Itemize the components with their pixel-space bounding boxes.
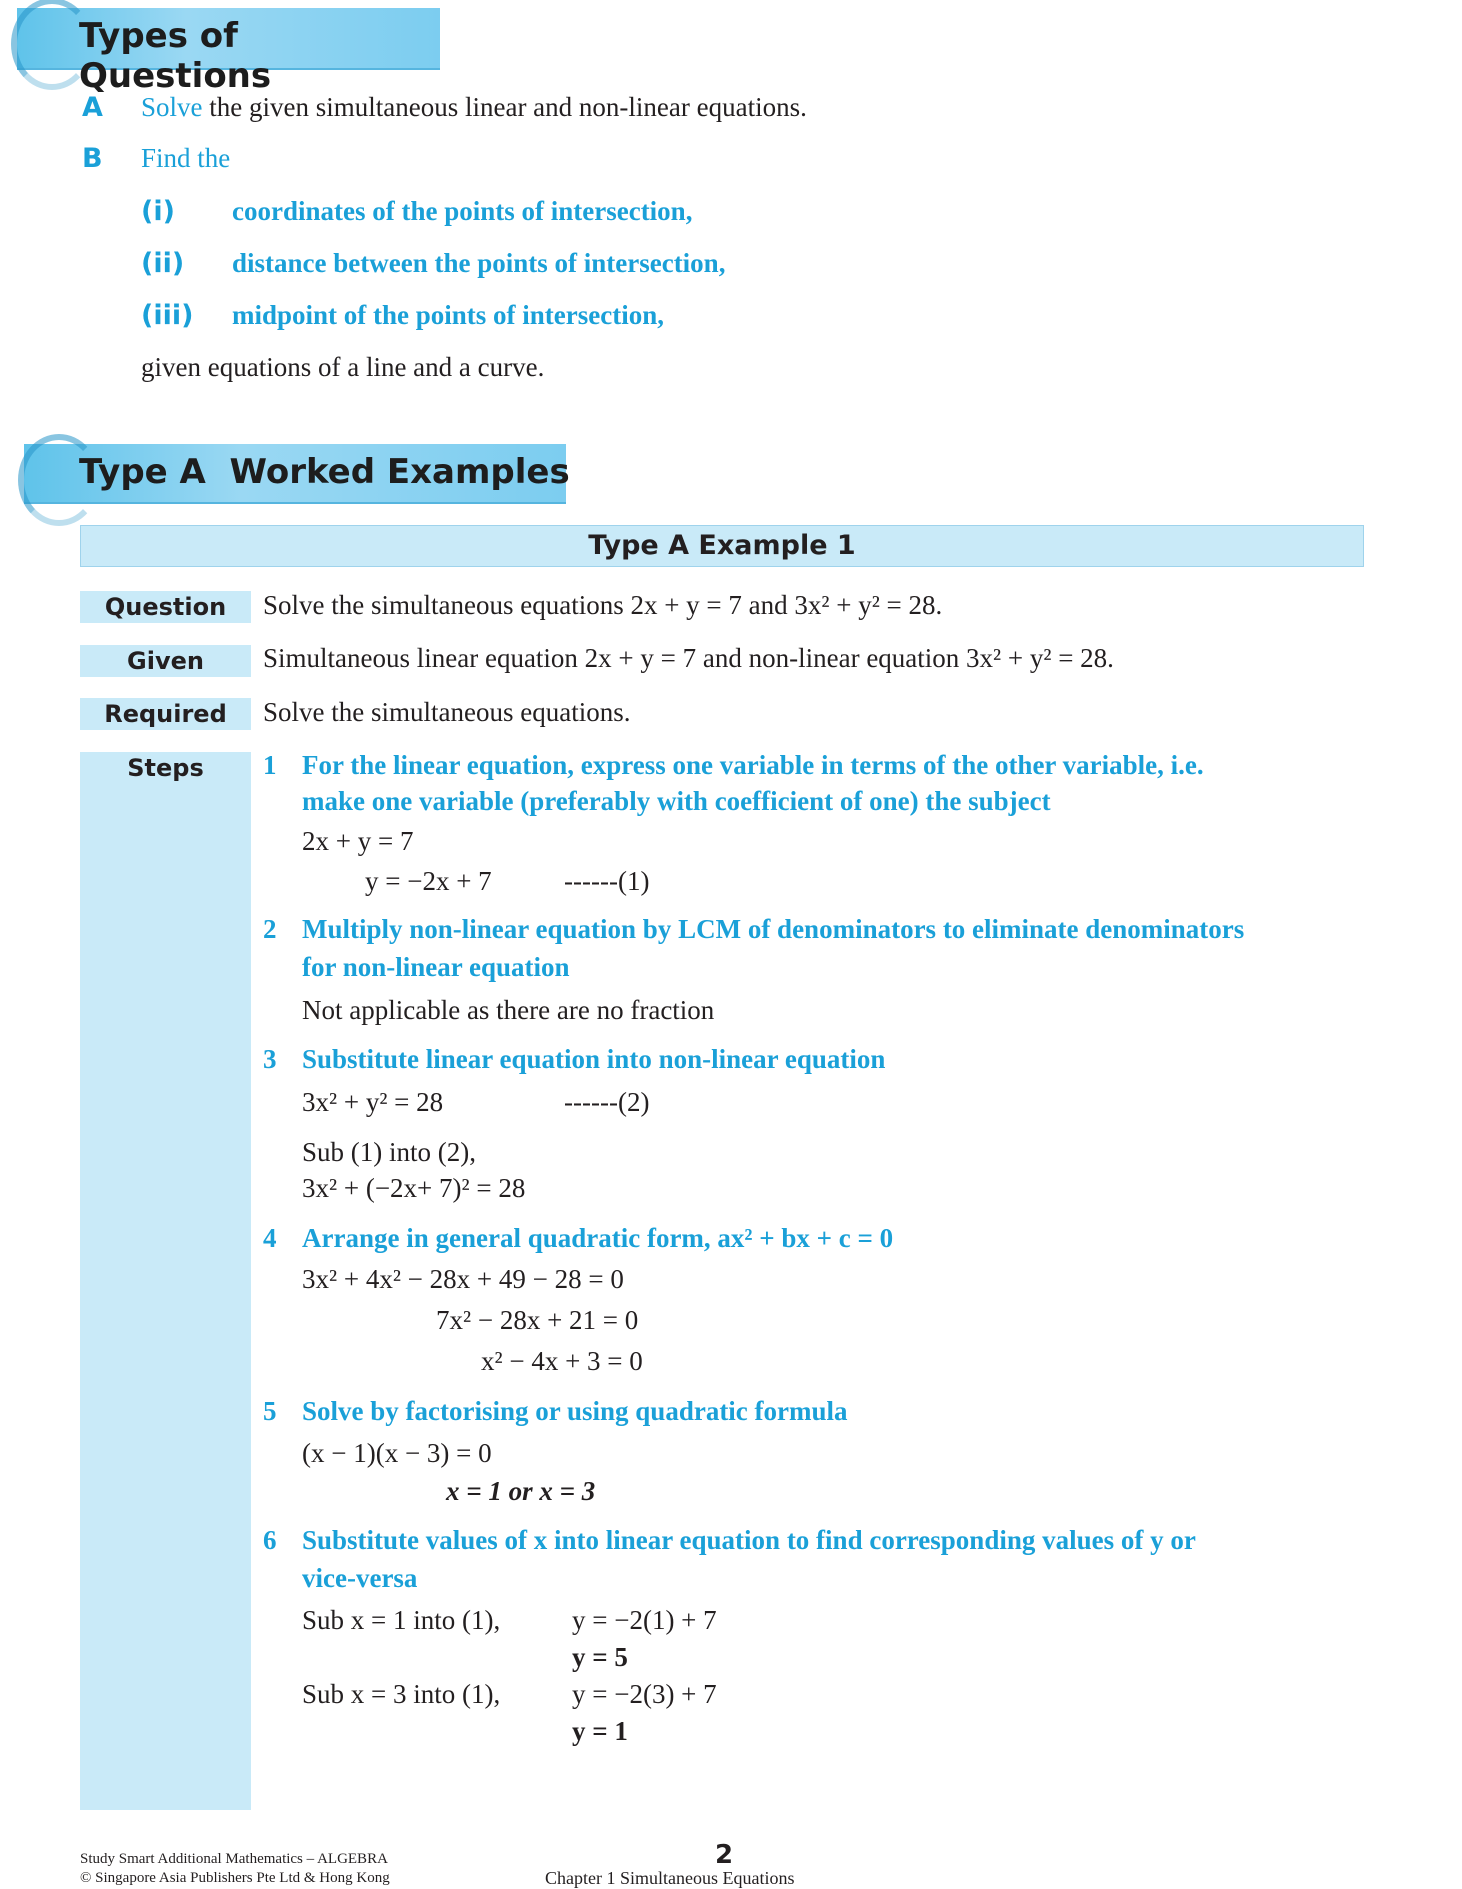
equation-tag: ------(2) (564, 1087, 650, 1117)
worked-examples-banner (24, 444, 570, 504)
step-title: Multiply non-linear equation by LCM of denominators to eliminate denominators (302, 914, 1245, 944)
page-number: 2 (715, 1840, 734, 1870)
step-text: Sub (1) into (2), (302, 1137, 476, 1167)
item-num: (i) (141, 196, 175, 227)
keyword: Solve (141, 92, 203, 122)
types-of-questions-banner (17, 8, 440, 96)
solution: y = 1 (572, 1716, 628, 1746)
step-text: Not applicable as there are no fraction (302, 995, 715, 1025)
item-text: coordinates of the points of intersection, (232, 196, 693, 226)
equation: y = −2(1) + 7 (572, 1605, 717, 1635)
given-label: Given (80, 645, 251, 677)
step-title: make one variable (preferably with coefficient of one) the subject (302, 786, 1051, 816)
equation: x² − 4x + 3 = 0 (481, 1346, 643, 1376)
steps-label: Steps (127, 754, 204, 782)
given-text: Simultaneous linear equation 2x + y = 7 and non-linear equation 3x² + y² = 28. (263, 643, 1114, 673)
equation: y = −2x + 7 (365, 866, 492, 896)
equation: (x − 1)(x − 3) = 0 (302, 1438, 492, 1468)
step-number: 4 (263, 1223, 277, 1253)
equation-tag: ------(1) (564, 866, 650, 896)
step-title: for non-linear equation (302, 952, 570, 982)
equation: 3x² + y² = 28 (302, 1087, 444, 1117)
item-num: (iii) (141, 300, 194, 331)
step-text: Sub x = 3 into (1), (302, 1679, 501, 1709)
step-number: 3 (263, 1044, 277, 1074)
text: the given simultaneous linear and non-linear equations. (209, 92, 807, 122)
equation: 3x² + (−2x+ 7)² = 28 (302, 1173, 526, 1203)
example-title-bar (80, 525, 1364, 567)
equation: 2x + y = 7 (302, 826, 414, 856)
step-text: Sub x = 1 into (1), (302, 1605, 501, 1635)
required-text: Solve the simultaneous equations. (263, 697, 631, 727)
step-title: Substitute linear equation into non-linear equation (302, 1044, 886, 1074)
footer-copyright: © Singapore Asia Publishers Pte Ltd & Hong Kong (80, 1870, 390, 1886)
given-text: given equations of a line and a curve. (141, 352, 545, 382)
example-title: Type A Example 1 (588, 530, 856, 561)
equation: 7x² − 28x + 21 = 0 (436, 1305, 639, 1335)
step-number: 6 (263, 1525, 277, 1555)
footer-book-title: Study Smart Additional Mathematics – ALGEBRA (80, 1851, 388, 1867)
type-b-text: Find the (141, 143, 231, 173)
footer-chapter: Chapter 1 Simultaneous Equations (545, 1868, 795, 1888)
equation: 3x² + 4x² − 28x + 49 − 28 = 0 (302, 1264, 624, 1294)
item-num: (ii) (141, 248, 185, 279)
step-title: Substitute values of x into linear equation to find corresponding values of y or (302, 1525, 1196, 1555)
item-text: distance between the points of intersection, (232, 248, 726, 278)
question-text: Solve the simultaneous equations 2x + y = 7 and 3x² + y² = 28. (263, 590, 943, 620)
step-number: 1 (263, 750, 277, 780)
step-number: 5 (263, 1396, 277, 1426)
section-title: Type A Worked Examples (79, 452, 570, 492)
item-text: midpoint of the points of intersection, (232, 300, 664, 330)
steps-column (80, 752, 251, 1810)
type-b-letter: B (82, 143, 103, 174)
solution: y = 5 (572, 1642, 628, 1672)
solution: x = 1 or x = 3 (446, 1476, 596, 1506)
equation: y = −2(3) + 7 (572, 1679, 717, 1709)
step-title: vice-versa (302, 1563, 418, 1593)
required-label: Required (80, 698, 251, 730)
step-number: 2 (263, 914, 277, 944)
type-a-description (141, 92, 807, 123)
step-title: Arrange in general quadratic form, ax² + bx + c = 0 (302, 1223, 894, 1253)
type-a-letter: A (82, 92, 103, 123)
question-label: Question (80, 591, 251, 623)
section-title: Types of Questions (79, 16, 272, 96)
step-title: Solve by factorising or using quadratic formula (302, 1396, 848, 1426)
step-title: For the linear equation, express one variable in terms of the other variable, i.e. (302, 750, 1204, 780)
